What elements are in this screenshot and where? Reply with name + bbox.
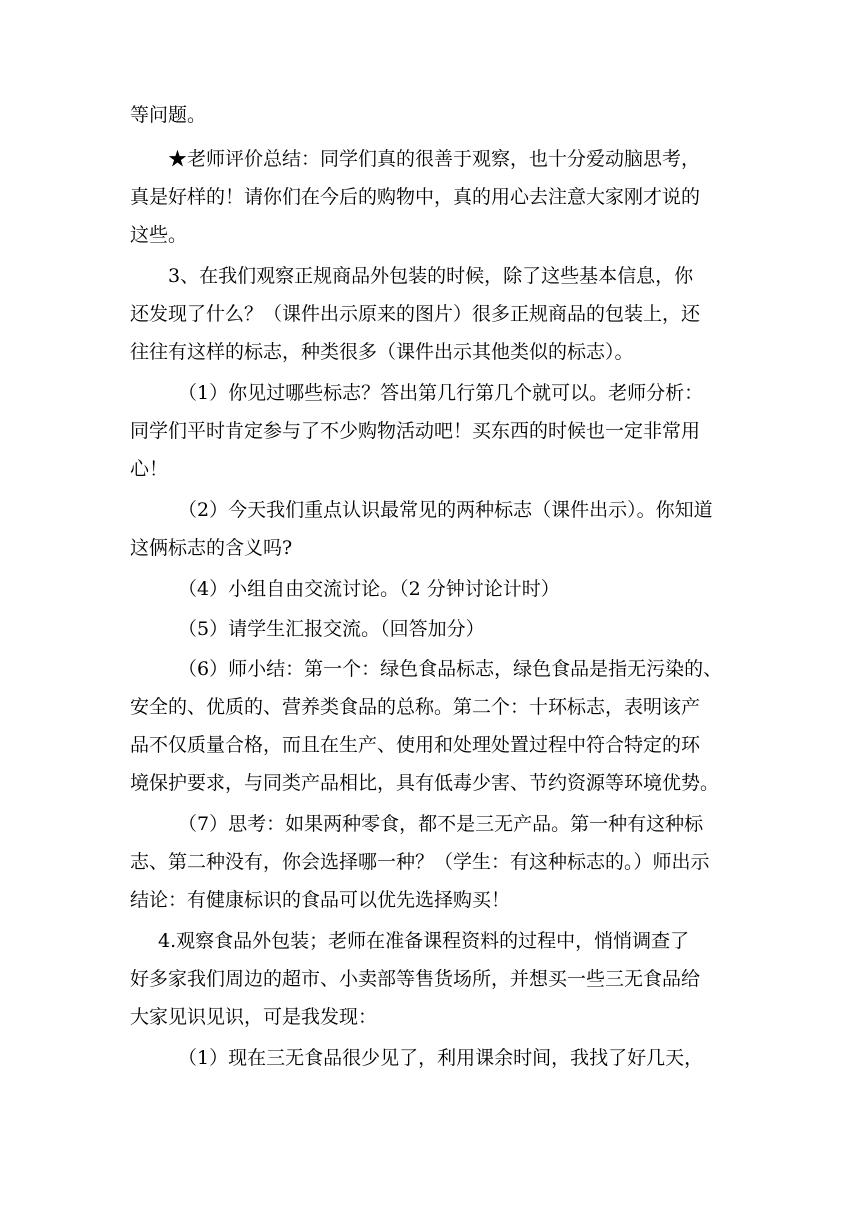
text-line: 这些。 <box>130 224 188 246</box>
text-line: （5）请学生汇报交流。（回答加分） <box>178 618 485 640</box>
text-line: 这俩标志的含义吗? <box>130 537 293 559</box>
text-line: 安全的、优质的、营养类食品的总称。第二个：十环标志，表明该产 <box>130 696 701 718</box>
text-line: 品不仅质量合格，而且在生产、使用和处理处置过程中符合特定的环 <box>130 734 701 756</box>
text-line: 3、在我们观察正规商品外包装的时候，除了这些基本信息，你 <box>168 265 694 287</box>
text-line: ★老师评价总结：同学们真的很善于观察，也十分爱动脑思考， <box>168 148 701 170</box>
text-line: （6）师小结：第一个：绿色食品标志，绿色食品是指无污染的、 <box>178 658 723 680</box>
text-line: 4.观察食品外包装；老师在准备课程资料的过程中，悄悄调查了 <box>158 930 690 952</box>
text-line: 志、第二种没有，你会选择哪一种？（学生：有这种标志的。）师出示 <box>130 851 710 873</box>
text-line: 等问题。 <box>130 104 207 126</box>
text-line: （4）小组自由交流讨论。（2 分钟讨论计时） <box>178 578 560 600</box>
text-line: （1）现在三无食品很少见了，利用课余时间，我找了好几天， <box>178 1047 704 1069</box>
text-line: 好多家我们周边的超市、小卖部等售货场所，并想买一些三无食品给 <box>130 968 701 990</box>
text-line: （2）今天我们重点认识最常见的两种标志（课件出示）。你知道 <box>178 499 713 521</box>
text-line: 往往有这样的标志，种类很多（课件出示其他类似的标志）。 <box>130 341 634 363</box>
text-line: 同学们平时肯定参与了不少购物活动吧！买东西的时候也一定非常用 <box>130 420 701 442</box>
text-line: 境保护要求，与同类产品相比，具有低毒少害、节约资源等环境优势。 <box>130 772 720 794</box>
text-line: 心！ <box>130 458 169 480</box>
text-line: 还发现了什么？（课件出示原来的图片）很多正规商品的包装上，还 <box>130 303 701 325</box>
text-line: 真是好样的！请你们在今后的购物中，真的用心去注意大家刚才说的 <box>130 186 701 208</box>
text-line: （1）你见过哪些标志？答出第几行第几个就可以。老师分析： <box>178 382 704 404</box>
text-line: 结论：有健康标识的食品可以优先选择购买！ <box>130 889 511 911</box>
text-line: （7）思考：如果两种零食，都不是三无产品。第一种有这种标 <box>178 813 704 835</box>
text-line: 大家见识见识，可是我发现： <box>130 1006 378 1028</box>
